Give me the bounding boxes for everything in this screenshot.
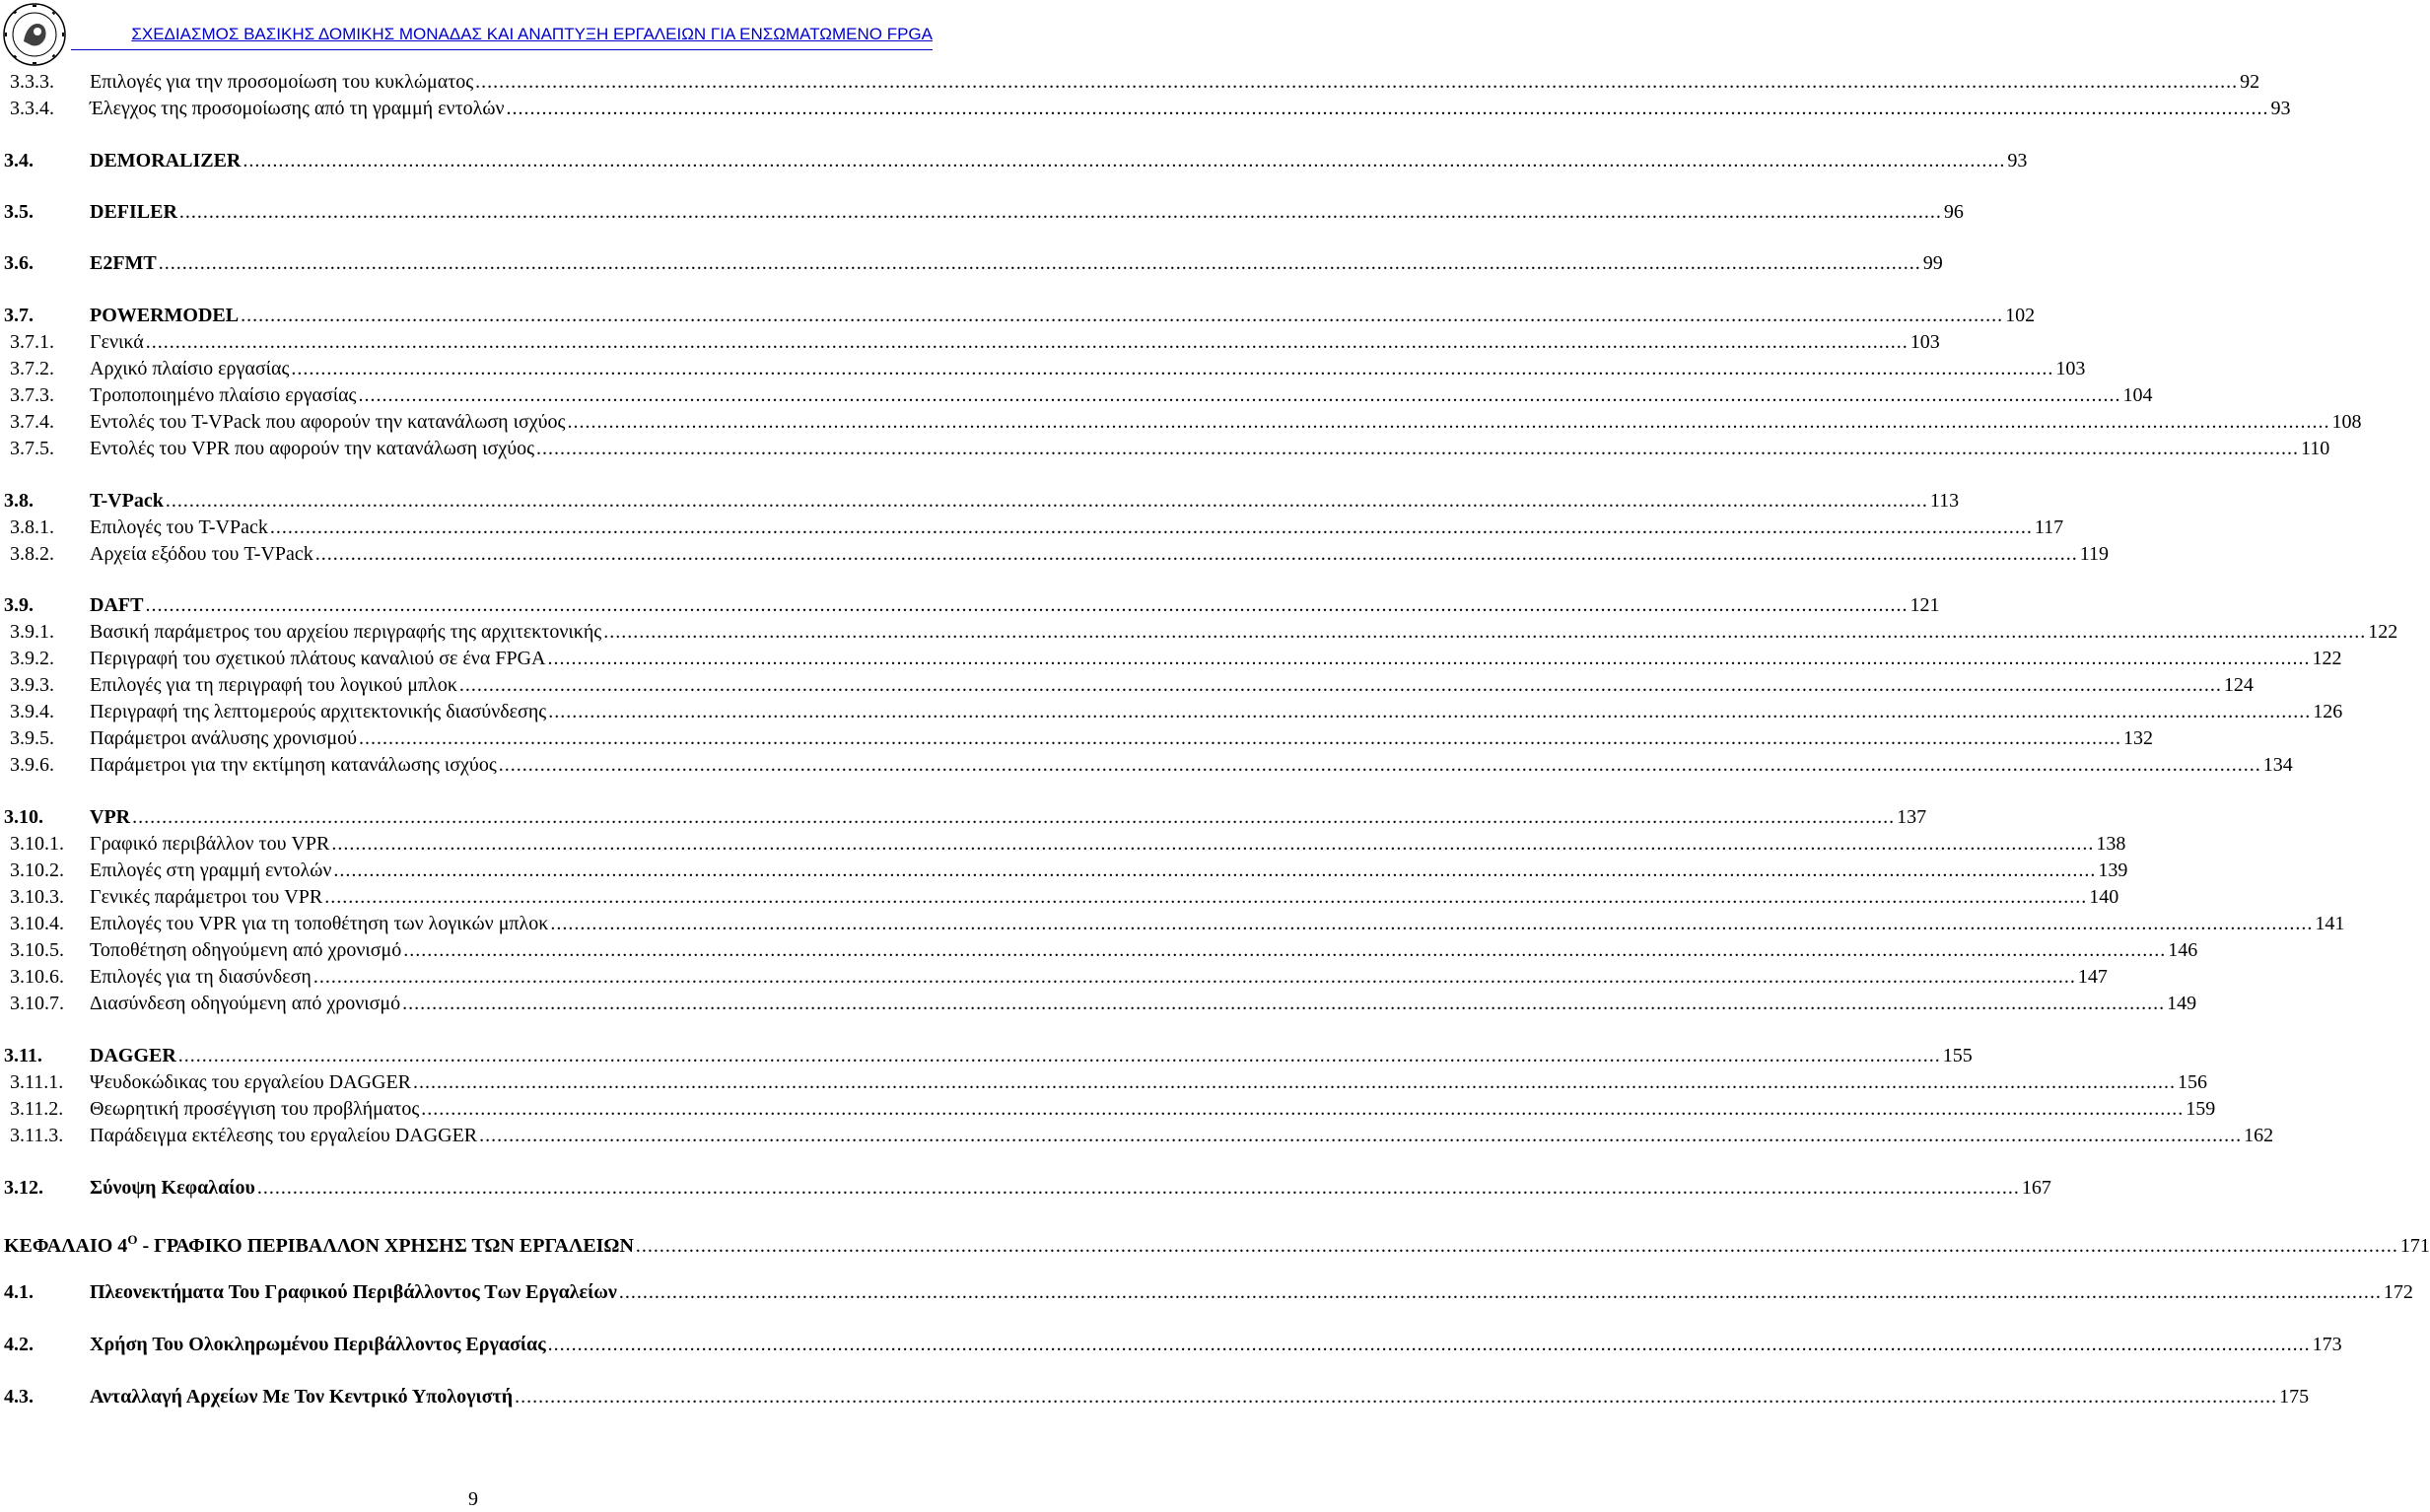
toc-entry[interactable] — [4, 592, 1940, 618]
toc-entry-number: 3.11.3. — [10, 1125, 64, 1146]
toc-entry-title: Ανταλλαγή Αρχείων Με Τον Κεντρικό Υπολογιστή — [90, 1386, 514, 1408]
toc-entry-page: 103 — [1909, 331, 1940, 353]
toc-entry[interactable] — [4, 1069, 2207, 1095]
toc-entry-title: E2FMT — [90, 252, 157, 274]
toc-entry-page: 121 — [1909, 594, 1940, 616]
toc-entry-title: Τροποποιημένο πλαίσιο εργασίας — [90, 384, 357, 406]
toc-entry-page: 117 — [2034, 516, 2064, 538]
toc-entry[interactable] — [4, 303, 2036, 328]
toc-entry-number: 3.7.5. — [10, 438, 54, 459]
toc-entry-number: 3.7.1. — [10, 331, 54, 353]
toc-entry-number: 3.9.3. — [10, 674, 54, 696]
toc-dot-leader — [179, 199, 1942, 225]
toc-entry-page: 173 — [2312, 1334, 2342, 1355]
toc-entry-page: 119 — [2079, 543, 2110, 565]
toc-entry[interactable] — [4, 1123, 2274, 1148]
toc-dot-leader — [550, 911, 2313, 936]
toc-entry-page: 175 — [2279, 1386, 2310, 1408]
toc-dot-leader — [132, 804, 1895, 830]
toc-dot-leader — [507, 96, 2269, 121]
toc-entry[interactable] — [4, 831, 2126, 857]
toc-entry-number: 3.10.7. — [10, 993, 64, 1014]
toc-dot-leader — [636, 1233, 2398, 1259]
toc-entry-number: 3.11.1. — [10, 1071, 64, 1093]
toc-entry-number: 3.9.5. — [10, 727, 54, 749]
toc-entry-title: DEMORALIZER — [90, 150, 242, 172]
toc-entry-page: 132 — [2123, 727, 2153, 749]
toc-dot-leader — [333, 858, 2096, 883]
toc-entry-number: 3.4. — [4, 150, 34, 172]
toc-entry-page: 126 — [2313, 701, 2343, 722]
toc-entry-title-rest: - ΓΡΑΦΙΚΟ ΠΕΡΙΒΑΛΛΟΝ ΧΡΗΣΗΣ ΤΩΝ ΕΡΓΑΛΕΙΩΝ — [137, 1235, 634, 1257]
toc-entry-title: Επιλογές για τη περιγραφή του λογικού μπλοκ — [90, 674, 457, 696]
toc-entry-page: 122 — [2312, 648, 2342, 669]
toc-entry-page: 137 — [1897, 806, 1927, 828]
toc-entry[interactable] — [4, 619, 2398, 645]
toc-entry[interactable] — [4, 541, 2110, 567]
toc-dot-leader — [359, 725, 2121, 751]
toc-entry-page: 124 — [2223, 674, 2254, 696]
toc-entry-title: Βασική παράμετρος του αρχείου περιγραφής της αρχιτεκτονικής — [90, 621, 602, 643]
toc-dot-leader — [421, 1096, 2184, 1122]
toc-entry[interactable] — [4, 991, 2197, 1016]
toc-entry-title: Περιγραφή του σχετικού πλάτους καναλιού σε ένα FPGA — [90, 648, 546, 669]
toc-entry-number: 3.10.1. — [10, 833, 64, 855]
toc-dot-leader — [402, 991, 2165, 1016]
toc-entry-page: 146 — [2168, 939, 2198, 961]
toc-entry[interactable] — [4, 515, 2064, 540]
toc-dot-leader — [619, 1279, 2382, 1305]
toc-entry-title: Παράμετροι ανάλυσης χρονισμού — [90, 727, 357, 749]
toc-entry-title: Περιγραφή της λεπτομερούς αρχιτεκτονικής διασύνδεσης — [90, 701, 547, 722]
toc-entry-number: 4.3. — [4, 1386, 34, 1408]
toc-dot-leader — [515, 1384, 2277, 1409]
toc-entry-title: Θεωρητική προσέγγιση του προβλήματος — [90, 1098, 420, 1120]
toc-entry[interactable] — [4, 199, 1964, 225]
toc-entry-number: 3.8.2. — [10, 543, 54, 565]
toc-entry-number: 3.12. — [4, 1177, 43, 1199]
toc-dot-leader — [548, 1332, 2311, 1357]
toc-dot-leader — [243, 148, 2005, 173]
toc-entry-number: 3.8. — [4, 490, 34, 512]
toc-entry-page: 140 — [2089, 886, 2119, 908]
toc-entry-title: DAGGER — [90, 1045, 176, 1066]
toc-entry[interactable] — [4, 356, 2086, 381]
toc-entry-number: 3.6. — [4, 252, 34, 274]
toc-dot-leader — [499, 752, 2261, 778]
toc-entry-page: 167 — [2021, 1177, 2051, 1199]
toc-entry-number: 3.10.6. — [10, 966, 64, 988]
toc-entry-title: Έλεγχος της προσομοίωσης από τη γραμμή εντολών — [90, 98, 505, 119]
toc-entry-page: 92 — [2240, 71, 2260, 93]
toc-entry-number: 3.10.4. — [10, 913, 64, 934]
toc-dot-leader — [313, 964, 2076, 990]
toc-entry-number: 3.9.4. — [10, 701, 54, 722]
toc-dot-leader — [567, 409, 2329, 435]
toc-dot-leader — [270, 515, 2033, 540]
toc-entry-title: Γενικά — [90, 331, 144, 353]
toc-entry-title: Γραφικό περιβάλλον του VPR — [90, 833, 330, 855]
toc-dot-leader — [146, 329, 1909, 355]
toc-entry-title: Εντολές του T-VPack που αφορούν την κατανάλωση ισχύος — [90, 411, 566, 433]
toc-entry-number: 3.9. — [4, 594, 34, 616]
toc-entry-title: Παράδειγμα εκτέλεσης του εργαλείου DAGGER — [90, 1125, 478, 1146]
toc-entry[interactable] — [4, 646, 2342, 671]
toc-entry-page: 104 — [2122, 384, 2153, 406]
toc-entry-page: 155 — [1942, 1045, 1973, 1066]
toc-entry-title: Χρήση Του Ολοκληρωμένου Περιβάλλοντος Εργασίας — [90, 1334, 546, 1355]
toc-dot-leader — [324, 884, 2087, 910]
toc-dot-leader — [315, 541, 2078, 567]
toc-entry-page: 122 — [2368, 621, 2398, 643]
toc-entry-title: VPR — [90, 806, 131, 828]
toc-entry[interactable] — [4, 409, 2362, 435]
toc-entry-title: Επιλογές στη γραμμή εντολών — [90, 859, 332, 881]
toc-entry[interactable] — [4, 1384, 2310, 1409]
toc-entry-number: 3.10.5. — [10, 939, 64, 961]
toc-entry[interactable] — [4, 752, 2293, 778]
toc-entry-number: 3.7.2. — [10, 358, 54, 379]
toc-entry-title: T-VPack — [90, 490, 164, 512]
toc-entry-title: POWERMODEL — [90, 305, 240, 326]
toc-entry-number: 3.10. — [4, 806, 43, 828]
toc-entry-page: 156 — [2178, 1071, 2207, 1093]
toc-entry-title: Αρχικό πλαίσιο εργασίας — [90, 358, 290, 379]
toc-entry-title: Εντολές του VPR που αφορούν την κατανάλωση ισχύος — [90, 438, 535, 459]
toc-entry-number: 3.10.2. — [10, 859, 64, 881]
toc-entry[interactable] — [4, 884, 2119, 910]
toc-entry-page: 93 — [2270, 98, 2291, 119]
toc-entry-title: DEFILER — [90, 201, 177, 223]
toc-dot-leader — [547, 646, 2310, 671]
toc-entry-page: 102 — [2005, 305, 2036, 326]
toc-entry-title: Επιλογές του T-VPack — [90, 516, 268, 538]
toc-dot-leader — [358, 382, 2120, 408]
toc-entry[interactable] — [4, 1175, 2051, 1201]
toc-entry-page: 147 — [2077, 966, 2108, 988]
running-header-title[interactable]: ΣΧΕΔΙΑΣΜΟΣ ΒΑΣΙΚΗΣ ΔΟΜΙΚΗΣ ΜΟΝΑΔΑΣ ΚΑΙ ΑΝΑΠΤΥΞΗ ΕΡΓΑΛΕΙΩΝ ΓΙΑ ΕΝΣΩΜΑΤΩΜΕΝΟ FPGA — [131, 25, 933, 43]
toc-entry-number: 3.7.4. — [10, 411, 54, 433]
toc-entry-title: Τοποθέτηση οδηγούμενη από χρονισμό — [90, 939, 402, 961]
toc-entry[interactable] — [4, 911, 2345, 936]
toc-dot-leader — [536, 436, 2299, 461]
toc-dot-leader — [178, 1043, 1941, 1068]
toc-entry-page: 139 — [2098, 859, 2128, 881]
toc-entry[interactable] — [4, 329, 1940, 355]
toc-dot-leader — [291, 356, 2053, 381]
toc-entry-title-superscript: Ο — [127, 1232, 138, 1247]
toc-dot-leader — [413, 1069, 2176, 1095]
toc-entry-page: 162 — [2244, 1125, 2274, 1146]
toc-entry-number: 3.3.3. — [10, 71, 54, 93]
toc-entry-page: 93 — [2007, 150, 2028, 172]
toc-entry-number: 4.1. — [4, 1281, 34, 1303]
toc-entry-title: Διασύνδεση οδηγούμενη από χρονισμό — [90, 993, 401, 1014]
toc-entry[interactable] — [4, 725, 2153, 751]
toc-entry-page: 96 — [1943, 201, 1964, 223]
toc-entry-title: Παράμετροι για την εκτίμηση κατανάλωσης ισχύος — [90, 754, 497, 776]
toc-dot-leader — [479, 1123, 2242, 1148]
toc-entry[interactable] — [4, 804, 1927, 830]
toc-entry-number: 3.7.3. — [10, 384, 54, 406]
toc-entry-page: 108 — [2331, 411, 2362, 433]
toc-entry-page: 141 — [2315, 913, 2345, 934]
toc-entry-title: DAFT — [90, 594, 144, 616]
toc-entry-title: Αρχεία εξόδου του T-VPack — [90, 543, 313, 565]
toc-entry-title: Γενικές παράμετροι του VPR — [90, 886, 323, 908]
toc-dot-leader — [603, 619, 2366, 645]
toc-entry-page: 113 — [1929, 490, 1960, 512]
toc-entry-number: 3.11. — [4, 1045, 42, 1066]
toc-entry[interactable] — [4, 858, 2128, 883]
toc-entry-number: 3.8.1. — [10, 516, 54, 538]
toc-entry-number: 4.2. — [4, 1334, 34, 1355]
toc-entry-title — [4, 1227, 634, 1259]
toc-entry-page: 99 — [1922, 252, 1943, 274]
toc-entry[interactable] — [4, 96, 2291, 121]
toc-entry[interactable] — [4, 1332, 2342, 1357]
toc-dot-leader — [145, 592, 1908, 618]
toc-entry-page: 134 — [2262, 754, 2293, 776]
toc-entry-number: 3.10.3. — [10, 886, 64, 908]
toc-entry[interactable] — [4, 1043, 1973, 1068]
university-seal-logo — [2, 2, 67, 67]
toc-entry-number: 3.5. — [4, 201, 34, 223]
toc-entry-page: 138 — [2096, 833, 2126, 855]
toc-dot-leader — [257, 1175, 2020, 1201]
toc-entry-number: 3.9.2. — [10, 648, 54, 669]
toc-entry-title: Πλεονεκτήματα Του Γραφικού Περιβάλλοντος Των Εργαλείων — [90, 1281, 617, 1303]
toc-entry-number: 3.7. — [4, 305, 34, 326]
toc-dot-leader — [331, 831, 2094, 857]
toc-entry[interactable] — [4, 148, 2028, 173]
toc-entry-number: 3.9.1. — [10, 621, 54, 643]
toc-dot-leader — [166, 488, 1928, 514]
toc-dot-leader — [459, 672, 2222, 698]
toc-entry-page: 103 — [2055, 358, 2086, 379]
toc-entry[interactable] — [4, 672, 2254, 698]
toc-dot-leader — [241, 303, 2003, 328]
header-divider — [71, 49, 933, 50]
toc-entry[interactable] — [4, 382, 2153, 408]
toc-entry[interactable] — [4, 436, 2330, 461]
toc-dot-leader — [475, 69, 2238, 95]
toc-entry-page: 172 — [2383, 1281, 2413, 1303]
toc-entry-title: Επιλογές του VPR για τη τοποθέτηση των λογικών μπλοκ — [90, 913, 549, 934]
toc-entry-number: 3.3.4. — [10, 98, 54, 119]
toc-entry[interactable] — [4, 937, 2198, 963]
page-number: 9 — [468, 1488, 478, 1510]
toc-entry-page: 159 — [2186, 1098, 2216, 1120]
toc-entry[interactable] — [4, 1096, 2216, 1122]
toc-entry[interactable] — [4, 1227, 2430, 1257]
toc-entry[interactable] — [4, 250, 1943, 276]
toc-entry-number: 3.9.6. — [10, 754, 54, 776]
toc-entry-title: Ψευδοκώδικας του εργαλείου DAGGER — [90, 1071, 411, 1093]
toc-entry[interactable] — [4, 488, 1960, 514]
toc-entry-title: Επιλογές για τη διασύνδεση — [90, 966, 312, 988]
toc-entry-number: 3.11.2. — [10, 1098, 64, 1120]
toc-entry-title-main: ΚΕΦΑΛΑΙΟ 4 — [4, 1235, 128, 1257]
toc-dot-leader — [548, 699, 2311, 724]
toc-entry-page: 149 — [2167, 993, 2197, 1014]
toc-entry-title: Επιλογές για την προσομοίωση του κυκλώματος — [90, 71, 474, 93]
toc-dot-leader — [159, 250, 1921, 276]
toc-entry[interactable] — [4, 1279, 2413, 1305]
toc-entry-title: Σύνοψη Κεφαλαίου — [90, 1177, 255, 1199]
toc-entry-page: 171 — [2399, 1235, 2430, 1257]
toc-entry[interactable] — [4, 964, 2108, 990]
toc-dot-leader — [403, 937, 2166, 963]
toc-entry[interactable] — [4, 69, 2260, 95]
toc-entry-page: 110 — [2301, 438, 2330, 459]
toc-entry[interactable] — [4, 699, 2343, 724]
